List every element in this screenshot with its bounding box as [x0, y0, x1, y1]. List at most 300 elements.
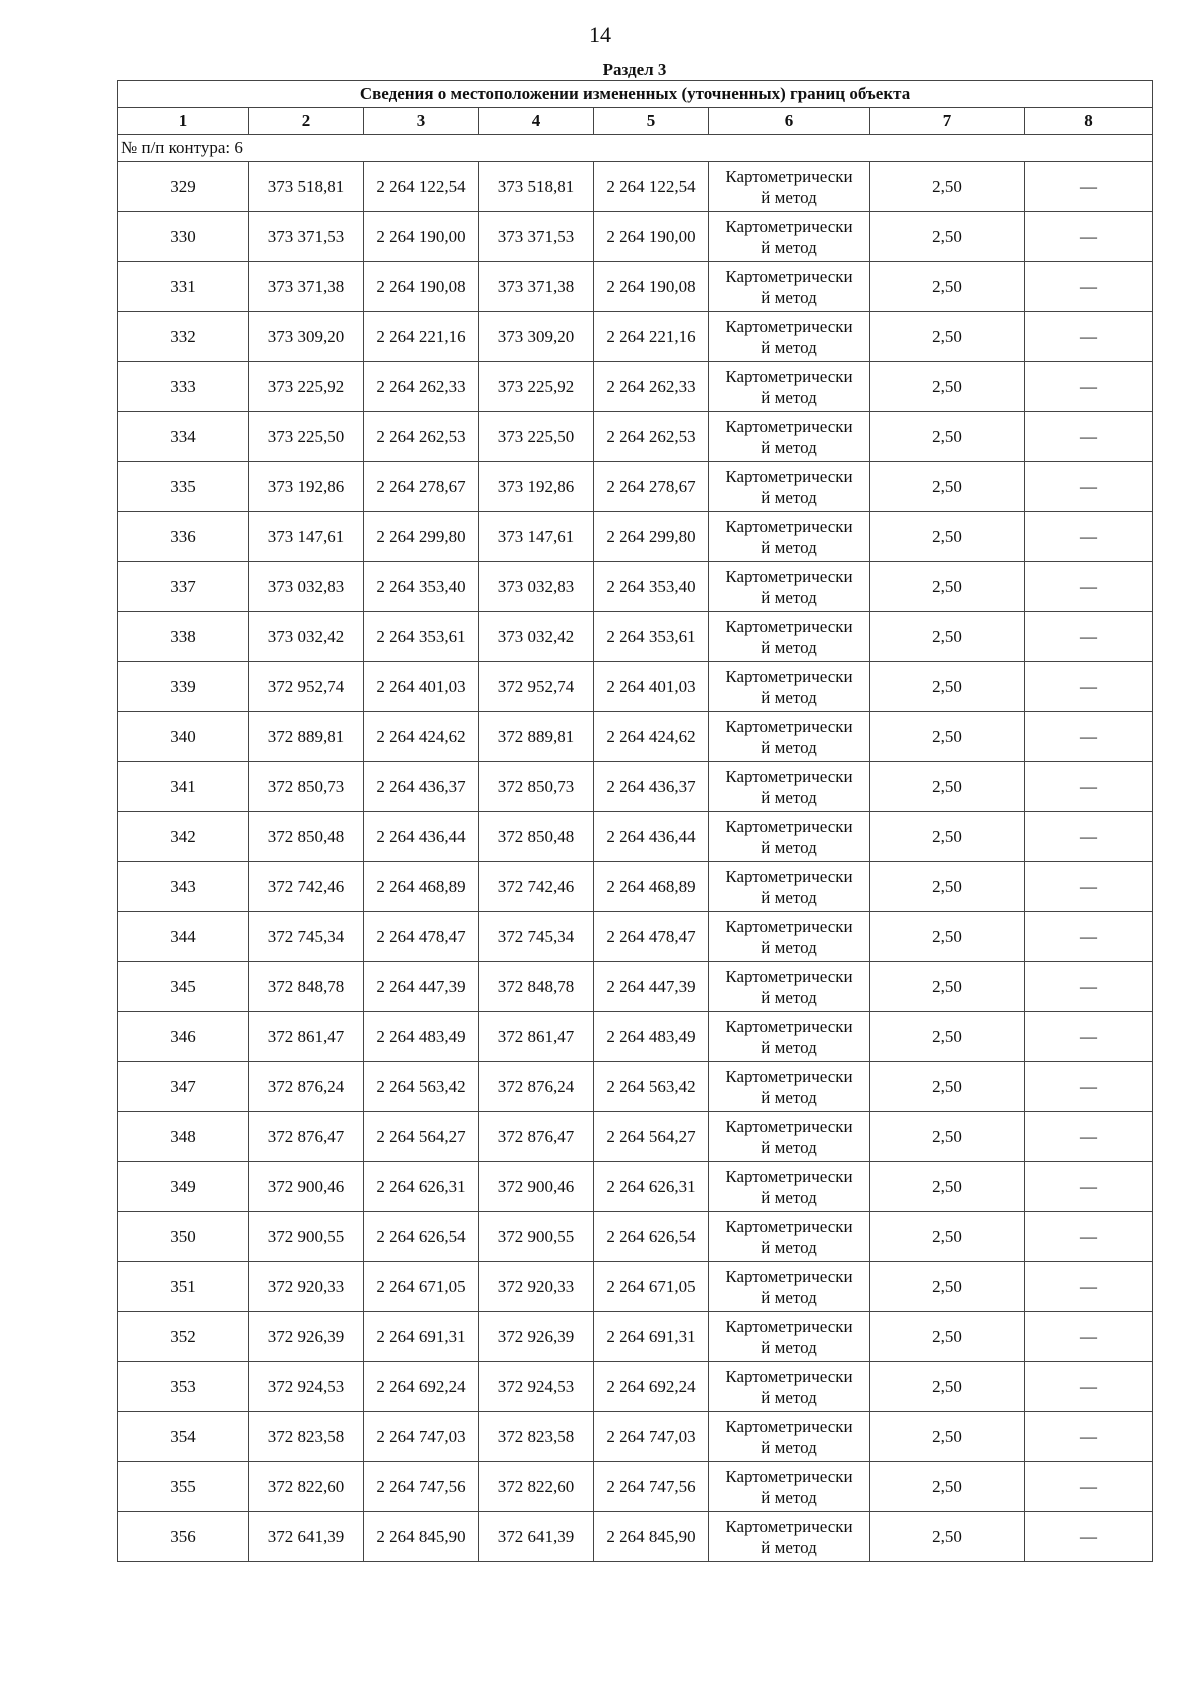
note-cell: —: [1025, 462, 1153, 512]
method-line-1: Картометрически: [725, 266, 853, 286]
y-new-cell: 2 264 262,33: [594, 362, 709, 412]
y-new-cell: 2 264 401,03: [594, 662, 709, 712]
method-line-1: Картометрически: [725, 1466, 853, 1486]
x-new-cell: 372 889,81: [479, 712, 594, 762]
method-line-1: Картометрически: [725, 716, 853, 736]
x-new-cell: 372 822,60: [479, 1462, 594, 1512]
table-row: [118, 162, 1153, 212]
y-existing-cell: 2 264 190,00: [364, 212, 479, 262]
table-title-row: [118, 81, 1153, 108]
point-number-cell: 341: [118, 762, 249, 812]
method-line-1: Картометрически: [725, 1266, 853, 1286]
y-new-cell: 2 264 122,54: [594, 162, 709, 212]
table-row: [118, 1062, 1153, 1112]
method-line-2: й метод: [761, 487, 817, 507]
point-number-cell: 354: [118, 1412, 249, 1462]
x-existing-cell: 372 742,46: [249, 862, 364, 912]
y-new-cell: 2 264 692,24: [594, 1362, 709, 1412]
method-cell: [709, 162, 870, 212]
y-existing-cell: 2 264 478,47: [364, 912, 479, 962]
method-line-2: й метод: [761, 787, 817, 807]
y-existing-cell: 2 264 299,80: [364, 512, 479, 562]
point-number-cell: 353: [118, 1362, 249, 1412]
x-existing-cell: 372 641,39: [249, 1512, 364, 1562]
x-new-cell: 373 309,20: [479, 312, 594, 362]
method-line-2: й метод: [761, 1037, 817, 1057]
method-line-2: й метод: [761, 537, 817, 557]
method-line-1: Картометрически: [725, 616, 853, 636]
point-number-cell: 338: [118, 612, 249, 662]
table-row: [118, 1012, 1153, 1062]
method-line-2: й метод: [761, 187, 817, 207]
accuracy-cell: 2,50: [870, 1412, 1025, 1462]
x-existing-cell: 373 032,42: [249, 612, 364, 662]
accuracy-cell: 2,50: [870, 862, 1025, 912]
method-line-1: Картометрически: [725, 1116, 853, 1136]
x-existing-cell: 372 900,55: [249, 1212, 364, 1262]
method-line-1: Картометрически: [725, 216, 853, 236]
method-cell: [709, 462, 870, 512]
method-line-2: й метод: [761, 837, 817, 857]
x-new-cell: 372 900,46: [479, 1162, 594, 1212]
y-new-cell: 2 264 747,03: [594, 1412, 709, 1462]
table-row: [118, 312, 1153, 362]
note-cell: —: [1025, 1462, 1153, 1512]
accuracy-cell: 2,50: [870, 162, 1025, 212]
x-new-cell: 372 876,47: [479, 1112, 594, 1162]
table-row: [118, 962, 1153, 1012]
method-line-2: й метод: [761, 287, 817, 307]
x-new-cell: 373 371,38: [479, 262, 594, 312]
x-existing-cell: 373 309,20: [249, 312, 364, 362]
x-new-cell: 373 192,86: [479, 462, 594, 512]
method-line-1: Картометрически: [725, 316, 853, 336]
method-line-1: Картометрически: [725, 1516, 853, 1536]
y-new-cell: 2 264 436,37: [594, 762, 709, 812]
method-cell: [709, 762, 870, 812]
method-line-1: Картометрически: [725, 516, 853, 536]
y-new-cell: 2 264 845,90: [594, 1512, 709, 1562]
note-cell: —: [1025, 912, 1153, 962]
point-number-cell: 347: [118, 1062, 249, 1112]
method-line-1: Картометрически: [725, 1366, 853, 1386]
x-new-cell: 372 823,58: [479, 1412, 594, 1462]
method-line-1: Картометрически: [725, 866, 853, 886]
table-row: [118, 1262, 1153, 1312]
table-row: [118, 612, 1153, 662]
method-line-2: й метод: [761, 1337, 817, 1357]
y-new-cell: 2 264 483,49: [594, 1012, 709, 1062]
table-row: [118, 1512, 1153, 1562]
method-line-2: й метод: [761, 887, 817, 907]
y-new-cell: 2 264 424,62: [594, 712, 709, 762]
x-existing-cell: 372 850,48: [249, 812, 364, 862]
note-cell: —: [1025, 1412, 1153, 1462]
x-existing-cell: 372 823,58: [249, 1412, 364, 1462]
table-row: [118, 1462, 1153, 1512]
point-number-cell: 342: [118, 812, 249, 862]
table-row: [118, 412, 1153, 462]
y-existing-cell: 2 264 122,54: [364, 162, 479, 212]
x-new-cell: 372 850,73: [479, 762, 594, 812]
method-line-2: й метод: [761, 1437, 817, 1457]
y-new-cell: 2 264 468,89: [594, 862, 709, 912]
x-existing-cell: 372 848,78: [249, 962, 364, 1012]
x-existing-cell: 373 192,86: [249, 462, 364, 512]
method-cell: [709, 1162, 870, 1212]
y-new-cell: 2 264 563,42: [594, 1062, 709, 1112]
y-new-cell: 2 264 262,53: [594, 412, 709, 462]
accuracy-cell: 2,50: [870, 912, 1025, 962]
note-cell: —: [1025, 1212, 1153, 1262]
table-row: [118, 1212, 1153, 1262]
y-new-cell: 2 264 190,00: [594, 212, 709, 262]
x-new-cell: 372 850,48: [479, 812, 594, 862]
y-existing-cell: 2 264 468,89: [364, 862, 479, 912]
method-line-2: й метод: [761, 387, 817, 407]
method-cell: [709, 1362, 870, 1412]
point-number-cell: 337: [118, 562, 249, 612]
y-existing-cell: 2 264 483,49: [364, 1012, 479, 1062]
x-existing-cell: 372 876,24: [249, 1062, 364, 1112]
x-existing-cell: 372 850,73: [249, 762, 364, 812]
y-new-cell: 2 264 447,39: [594, 962, 709, 1012]
method-cell: [709, 712, 870, 762]
point-number-cell: 329: [118, 162, 249, 212]
x-new-cell: 372 861,47: [479, 1012, 594, 1062]
x-new-cell: 373 371,53: [479, 212, 594, 262]
point-number-cell: 351: [118, 1262, 249, 1312]
contour-label: № п/п контура: 6: [118, 135, 1153, 162]
method-line-2: й метод: [761, 987, 817, 1007]
accuracy-cell: 2,50: [870, 1362, 1025, 1412]
y-new-cell: 2 264 190,08: [594, 262, 709, 312]
column-number: 4: [479, 108, 594, 135]
y-new-cell: 2 264 353,40: [594, 562, 709, 612]
table-row: [118, 712, 1153, 762]
method-line-2: й метод: [761, 1137, 817, 1157]
note-cell: —: [1025, 762, 1153, 812]
y-existing-cell: 2 264 626,54: [364, 1212, 479, 1262]
method-cell: [709, 812, 870, 862]
table-row: [118, 212, 1153, 262]
point-number-cell: 344: [118, 912, 249, 962]
method-cell: [709, 862, 870, 912]
y-existing-cell: 2 264 353,61: [364, 612, 479, 662]
x-existing-cell: 372 952,74: [249, 662, 364, 712]
method-line-2: й метод: [761, 1187, 817, 1207]
method-line-1: Картометрически: [725, 966, 853, 986]
column-number: 6: [709, 108, 870, 135]
note-cell: —: [1025, 1512, 1153, 1562]
method-cell: [709, 212, 870, 262]
accuracy-cell: 2,50: [870, 612, 1025, 662]
y-existing-cell: 2 264 262,33: [364, 362, 479, 412]
x-existing-cell: 372 876,47: [249, 1112, 364, 1162]
y-existing-cell: 2 264 262,53: [364, 412, 479, 462]
table-row: [118, 262, 1153, 312]
method-cell: [709, 562, 870, 612]
note-cell: —: [1025, 612, 1153, 662]
method-cell: [709, 612, 870, 662]
x-existing-cell: 372 920,33: [249, 1262, 364, 1312]
point-number-cell: 349: [118, 1162, 249, 1212]
method-cell: [709, 1062, 870, 1112]
column-number: 2: [249, 108, 364, 135]
method-line-1: Картометрически: [725, 816, 853, 836]
point-number-cell: 356: [118, 1512, 249, 1562]
method-line-1: Картометрически: [725, 1316, 853, 1336]
method-line-2: й метод: [761, 1287, 817, 1307]
table-row: [118, 1112, 1153, 1162]
note-cell: —: [1025, 162, 1153, 212]
y-existing-cell: 2 264 692,24: [364, 1362, 479, 1412]
y-new-cell: 2 264 691,31: [594, 1312, 709, 1362]
table-row: [118, 812, 1153, 862]
y-existing-cell: 2 264 564,27: [364, 1112, 479, 1162]
y-existing-cell: 2 264 353,40: [364, 562, 479, 612]
y-existing-cell: 2 264 424,62: [364, 712, 479, 762]
x-existing-cell: 372 900,46: [249, 1162, 364, 1212]
point-number-cell: 348: [118, 1112, 249, 1162]
table-row: [118, 462, 1153, 512]
x-existing-cell: 373 147,61: [249, 512, 364, 562]
x-new-cell: 372 926,39: [479, 1312, 594, 1362]
x-existing-cell: 372 745,34: [249, 912, 364, 962]
column-number: 7: [870, 108, 1025, 135]
method-line-2: й метод: [761, 637, 817, 657]
boundary-coordinates-table: [117, 80, 1153, 1562]
accuracy-cell: 2,50: [870, 1112, 1025, 1162]
y-existing-cell: 2 264 747,56: [364, 1462, 479, 1512]
page-number: 14: [589, 22, 611, 47]
method-cell: [709, 912, 870, 962]
method-cell: [709, 412, 870, 462]
column-number: 8: [1025, 108, 1153, 135]
x-new-cell: 372 848,78: [479, 962, 594, 1012]
method-cell: [709, 262, 870, 312]
y-existing-cell: 2 264 436,37: [364, 762, 479, 812]
method-line-1: Картометрически: [725, 466, 853, 486]
x-existing-cell: 373 518,81: [249, 162, 364, 212]
method-line-1: Картометрически: [725, 666, 853, 686]
x-existing-cell: 372 861,47: [249, 1012, 364, 1062]
accuracy-cell: 2,50: [870, 362, 1025, 412]
point-number-cell: 330: [118, 212, 249, 262]
x-existing-cell: 373 225,50: [249, 412, 364, 462]
column-number-row: [118, 108, 1153, 135]
y-new-cell: 2 264 671,05: [594, 1262, 709, 1312]
point-number-cell: 345: [118, 962, 249, 1012]
accuracy-cell: 2,50: [870, 712, 1025, 762]
accuracy-cell: 2,50: [870, 1512, 1025, 1562]
point-number-cell: 334: [118, 412, 249, 462]
y-new-cell: 2 264 626,31: [594, 1162, 709, 1212]
x-new-cell: 372 952,74: [479, 662, 594, 712]
accuracy-cell: 2,50: [870, 1312, 1025, 1362]
x-new-cell: 372 900,55: [479, 1212, 594, 1262]
y-new-cell: 2 264 626,54: [594, 1212, 709, 1262]
accuracy-cell: 2,50: [870, 562, 1025, 612]
note-cell: —: [1025, 1012, 1153, 1062]
x-existing-cell: 372 822,60: [249, 1462, 364, 1512]
note-cell: —: [1025, 662, 1153, 712]
accuracy-cell: 2,50: [870, 262, 1025, 312]
x-new-cell: 373 225,92: [479, 362, 594, 412]
method-cell: [709, 1412, 870, 1462]
note-cell: —: [1025, 1062, 1153, 1112]
note-cell: —: [1025, 512, 1153, 562]
method-cell: [709, 662, 870, 712]
point-number-cell: 332: [118, 312, 249, 362]
note-cell: —: [1025, 412, 1153, 462]
method-line-2: й метод: [761, 1087, 817, 1107]
x-new-cell: 373 225,50: [479, 412, 594, 462]
y-new-cell: 2 264 221,16: [594, 312, 709, 362]
x-existing-cell: 372 889,81: [249, 712, 364, 762]
method-cell: [709, 1312, 870, 1362]
accuracy-cell: 2,50: [870, 312, 1025, 362]
table-row: [118, 362, 1153, 412]
table-row: [118, 562, 1153, 612]
accuracy-cell: 2,50: [870, 1012, 1025, 1062]
method-line-2: й метод: [761, 937, 817, 957]
accuracy-cell: 2,50: [870, 962, 1025, 1012]
x-new-cell: 372 745,34: [479, 912, 594, 962]
x-existing-cell: 373 371,38: [249, 262, 364, 312]
x-existing-cell: 373 371,53: [249, 212, 364, 262]
note-cell: —: [1025, 212, 1153, 262]
method-line-2: й метод: [761, 1387, 817, 1407]
method-line-1: Картометрически: [725, 1416, 853, 1436]
y-existing-cell: 2 264 278,67: [364, 462, 479, 512]
section-label: Раздел 3: [602, 60, 667, 79]
accuracy-cell: 2,50: [870, 412, 1025, 462]
method-line-1: Картометрически: [725, 566, 853, 586]
method-cell: [709, 1212, 870, 1262]
table-row: [118, 1412, 1153, 1462]
y-new-cell: 2 264 278,67: [594, 462, 709, 512]
method-cell: [709, 1112, 870, 1162]
method-cell: [709, 312, 870, 362]
x-new-cell: 372 924,53: [479, 1362, 594, 1412]
note-cell: —: [1025, 1262, 1153, 1312]
y-new-cell: 2 264 747,56: [594, 1462, 709, 1512]
method-line-2: й метод: [761, 587, 817, 607]
accuracy-cell: 2,50: [870, 462, 1025, 512]
x-new-cell: 372 742,46: [479, 862, 594, 912]
point-number-cell: 336: [118, 512, 249, 562]
note-cell: —: [1025, 1312, 1153, 1362]
x-new-cell: 373 147,61: [479, 512, 594, 562]
y-existing-cell: 2 264 671,05: [364, 1262, 479, 1312]
y-new-cell: 2 264 564,27: [594, 1112, 709, 1162]
y-new-cell: 2 264 478,47: [594, 912, 709, 962]
x-new-cell: 372 641,39: [479, 1512, 594, 1562]
note-cell: —: [1025, 362, 1153, 412]
method-line-2: й метод: [761, 237, 817, 257]
method-cell: [709, 362, 870, 412]
y-existing-cell: 2 264 447,39: [364, 962, 479, 1012]
y-new-cell: 2 264 353,61: [594, 612, 709, 662]
column-number: 1: [118, 108, 249, 135]
method-line-2: й метод: [761, 1537, 817, 1557]
method-line-2: й метод: [761, 1237, 817, 1257]
point-number-cell: 346: [118, 1012, 249, 1062]
method-line-2: й метод: [761, 437, 817, 457]
method-cell: [709, 512, 870, 562]
y-new-cell: 2 264 299,80: [594, 512, 709, 562]
accuracy-cell: 2,50: [870, 812, 1025, 862]
method-line-1: Картометрически: [725, 766, 853, 786]
x-existing-cell: 372 926,39: [249, 1312, 364, 1362]
table-row: [118, 512, 1153, 562]
note-cell: —: [1025, 862, 1153, 912]
table-title: Сведения о местоположении измененных (уточненных) границ объекта: [118, 81, 1153, 108]
method-line-1: Картометрически: [725, 1066, 853, 1086]
method-line-1: Картометрически: [725, 1166, 853, 1186]
x-existing-cell: 373 032,83: [249, 562, 364, 612]
accuracy-cell: 2,50: [870, 1162, 1025, 1212]
x-new-cell: 373 032,42: [479, 612, 594, 662]
note-cell: —: [1025, 312, 1153, 362]
method-line-1: Картометрически: [725, 916, 853, 936]
method-line-1: Картометрически: [725, 166, 853, 186]
note-cell: —: [1025, 562, 1153, 612]
contour-row: [118, 135, 1153, 162]
method-line-1: Картометрически: [725, 416, 853, 436]
accuracy-cell: 2,50: [870, 1212, 1025, 1262]
y-existing-cell: 2 264 221,16: [364, 312, 479, 362]
y-existing-cell: 2 264 626,31: [364, 1162, 479, 1212]
table-row: [118, 662, 1153, 712]
x-new-cell: 373 032,83: [479, 562, 594, 612]
accuracy-cell: 2,50: [870, 212, 1025, 262]
y-existing-cell: 2 264 691,31: [364, 1312, 479, 1362]
y-existing-cell: 2 264 747,03: [364, 1412, 479, 1462]
table-row: [118, 862, 1153, 912]
note-cell: —: [1025, 262, 1153, 312]
method-cell: [709, 962, 870, 1012]
x-new-cell: 373 518,81: [479, 162, 594, 212]
y-existing-cell: 2 264 563,42: [364, 1062, 479, 1112]
column-number: 5: [594, 108, 709, 135]
method-cell: [709, 1012, 870, 1062]
table-row: [118, 762, 1153, 812]
method-line-1: Картометрически: [725, 1016, 853, 1036]
table-row: [118, 1362, 1153, 1412]
table-row: [118, 1162, 1153, 1212]
x-new-cell: 372 920,33: [479, 1262, 594, 1312]
point-number-cell: 335: [118, 462, 249, 512]
y-new-cell: 2 264 436,44: [594, 812, 709, 862]
accuracy-cell: 2,50: [870, 1462, 1025, 1512]
accuracy-cell: 2,50: [870, 1062, 1025, 1112]
point-number-cell: 333: [118, 362, 249, 412]
accuracy-cell: 2,50: [870, 512, 1025, 562]
accuracy-cell: 2,50: [870, 762, 1025, 812]
point-number-cell: 343: [118, 862, 249, 912]
column-number: 3: [364, 108, 479, 135]
point-number-cell: 350: [118, 1212, 249, 1262]
method-line-1: Картометрически: [725, 366, 853, 386]
y-existing-cell: 2 264 401,03: [364, 662, 479, 712]
method-line-2: й метод: [761, 687, 817, 707]
y-existing-cell: 2 264 436,44: [364, 812, 479, 862]
point-number-cell: 355: [118, 1462, 249, 1512]
x-existing-cell: 373 225,92: [249, 362, 364, 412]
accuracy-cell: 2,50: [870, 1262, 1025, 1312]
